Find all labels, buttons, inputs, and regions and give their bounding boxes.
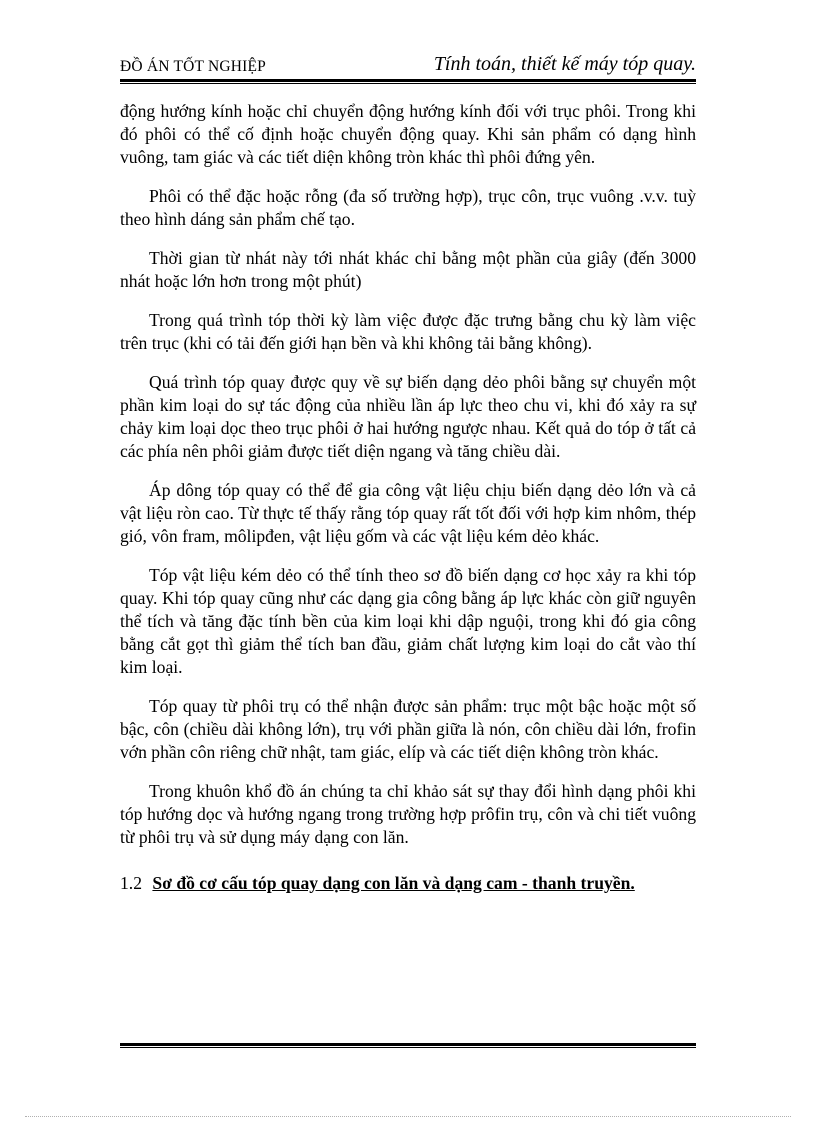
header-document-type: ĐỒ ÁN TỐT NGHIỆP	[120, 58, 266, 75]
paragraph-9: Trong khuôn khổ đồ án chúng ta chỉ khảo sát sự thay đổi hình dạng phôi khi tóp hướng dọc và hướng ngang trong trường hợp prôfin trụ, côn và chi tiết vuông từ phôi trụ và sử dụng máy dạng con lăn.	[120, 781, 696, 847]
header-divider	[120, 79, 696, 84]
paragraph-5: Quá trình tóp quay được quy về sự biến dạng dẻo phôi bằng sự chuyển một phần kim loại do sự tác động của nhiều lần áp lực theo chu vi, khi đó xảy ra sự chảy kim loại dọc theo trục phôi ở hai hướng ngược nhau. Kết quả do tóp ở tất cả các phía nên phôi giảm được tiết diện ngang và tăng chiều dài.	[120, 372, 696, 461]
footer-divider	[120, 1043, 696, 1048]
page-header	[120, 50, 696, 80]
paragraph-3: Thời gian từ nhát này tới nhát khác chỉ bằng một phần của giây (đến 3000 nhát hoặc lớn hơn trong một phút)	[120, 248, 696, 291]
paragraph-4: Trong quá trình tóp thời kỳ làm việc được đặc trưng bằng chu kỳ làm việc trên trục (khi có tải đến giới hạn bền và khi không tải bằng không).	[120, 310, 696, 353]
section-number: 1.2	[120, 873, 142, 893]
page-edge-dotted-line	[25, 1116, 791, 1117]
section-title: Sơ đồ cơ cấu tóp quay dạng con lăn và dạng cam - thanh truyền.	[152, 873, 635, 893]
paragraph-6: Áp dông tóp quay có thể để gia công vật liệu chịu biến dạng dẻo lớn và cả vật liệu ròn cao. Từ thực tế thấy rằng tóp quay rất tốt đối với hợp kim nhôm, thép gió, vôn fram, môlipđen, vật liệu gốm và các vật liệu kém dẻo khác.	[120, 480, 696, 546]
paragraph-2: Phôi có thể đặc hoặc rỗng (đa số trường hợp), trục côn, trục vuông .v.v. tuỳ theo hình dáng sản phẩm chế tạo.	[120, 186, 696, 229]
section-heading	[120, 871, 696, 895]
page-body	[120, 100, 696, 895]
paragraph-1: động hướng kính hoặc chỉ chuyển động hướng kính đối với trục phôi. Trong khi đó phôi có thể cố định hoặc chuyển động quay. Khi sản phẩm có dạng hình vuông, tam giác và các tiết diện không tròn khác thì phôi đứng yên.	[120, 101, 696, 167]
paragraph-8: Tóp quay từ phôi trụ có thể nhận được sản phẩm: trục một bậc hoặc một số bậc, côn (chiều dài không lớn), trụ với phần giữa là nón, côn chiều dài lớn, frofin vớn phần côn riêng chữ nhật, tam giác, elíp và các tiết diện không tròn khác.	[120, 696, 696, 762]
paragraph-7: Tóp vật liệu kém dẻo có thể tính theo sơ đồ biến dạng cơ học xảy ra khi tóp quay. Khi tóp quay cũng như các dạng gia công bằng áp lực khác còn giữ nguyên thể tích và tăng đặc tính bền của kim loại khi dập nguội, trong khi đó gia công bằng cắt gọt thì giảm thể tích ban đầu, giảm chất lượng kim loại do cắt vào thí kim loại.	[120, 565, 696, 677]
header-document-title: Tính toán, thiết kế máy tóp quay.	[433, 53, 696, 75]
